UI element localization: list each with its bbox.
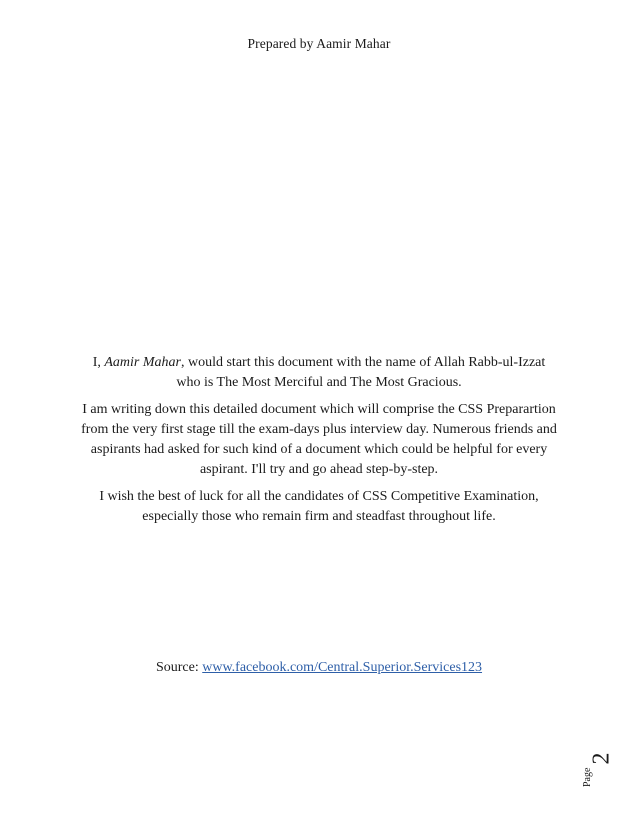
wishes-paragraph: I wish the best of luck for all the candidates of CSS Competitive Examination, especially those who remain firm and steadfast throughout life. xyxy=(99,489,539,524)
intro-line2: who is The Most Merciful and The Most Gracious. xyxy=(176,375,462,390)
intro-line1-rest: , would start this document with the name of Allah Rabb-ul-Izzat xyxy=(180,355,546,370)
author-name: Aamir Mahar xyxy=(104,355,181,370)
page-number xyxy=(578,745,615,805)
source-link[interactable]: www.facebook.com/Central.Superior.Services123 xyxy=(202,660,483,675)
intro-prefix: I, xyxy=(92,355,105,370)
page-header: Prepared by Aamir Mahar xyxy=(247,36,391,51)
source-label: Source: xyxy=(155,660,203,675)
page-word: Page xyxy=(582,767,593,787)
purpose-paragraph: I am writing down this detailed document which will comprise the CSS Preparartion from the very first stage till the exam-days plus interview day. Numerous friends and aspirants had asked for such kind of a document which could be helpful for every aspirant. I'll try and go ahead step-by-step. xyxy=(81,402,557,477)
source-line xyxy=(0,660,638,676)
document-body xyxy=(70,353,568,534)
page-digit: 2 xyxy=(588,752,615,765)
intro-paragraph xyxy=(70,353,568,393)
